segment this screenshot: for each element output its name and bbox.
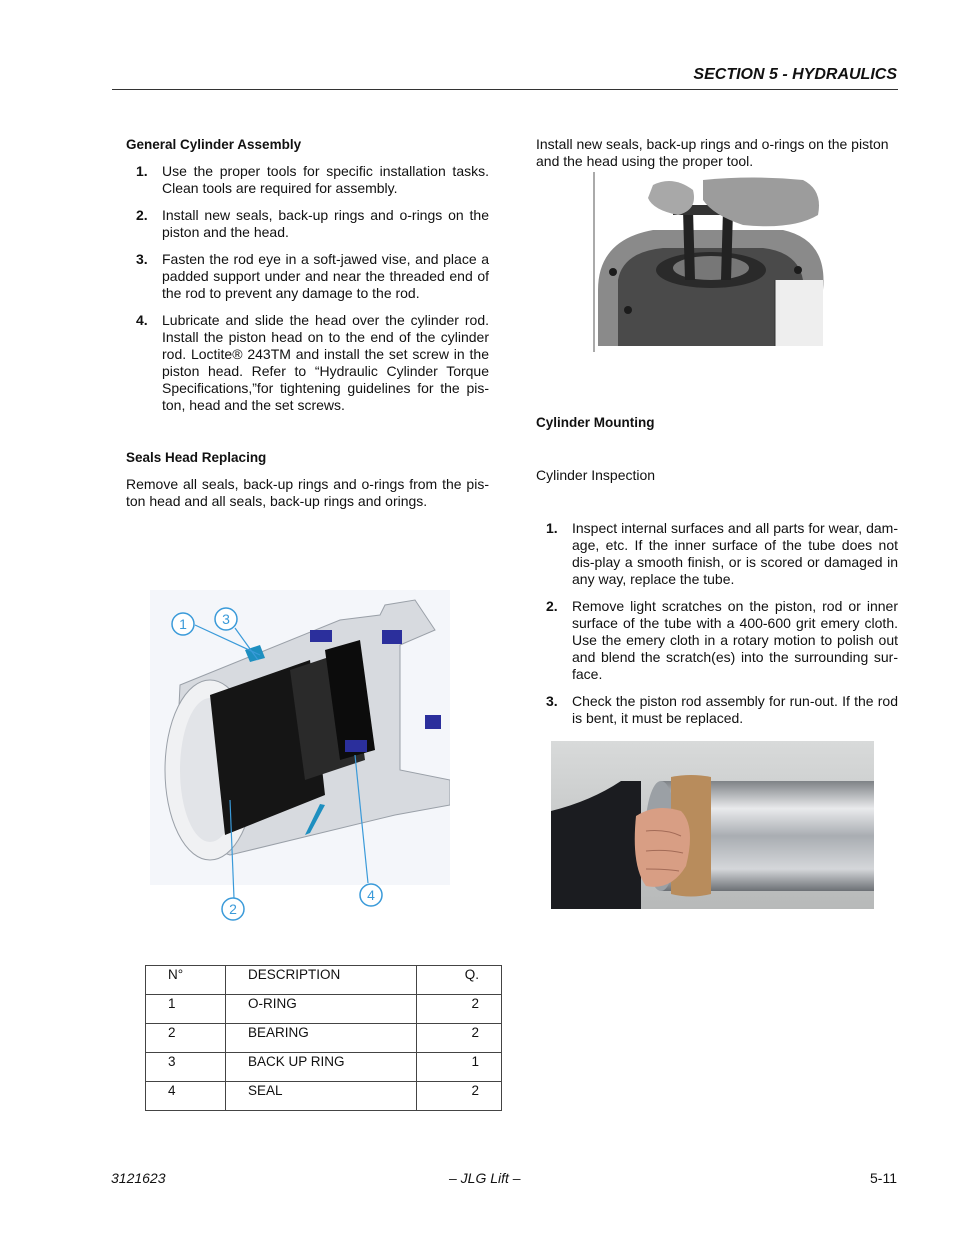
section-title: SECTION 5 - HYDRAULICS [693, 66, 897, 83]
parts-table [145, 965, 502, 1111]
install-seals-text: Install new seals, back-up rings and o-rings on the piston and the head using the proper tool. [536, 136, 889, 169]
header-rule [112, 89, 898, 90]
document-number: 3121623 [111, 1170, 166, 1186]
svg-text:4: 4 [367, 887, 375, 903]
footer-brand: – JLG Lift – [449, 1170, 521, 1186]
seals-head-text: Remove all seals, back-up rings and o-rings from the pis-ton head and all seals, back-up rings and orings. [126, 476, 489, 509]
list-item: 1. Inspect internal surfaces and all parts for wear, dam-age, etc. If the inner surface of the tube does not dis-play a smooth finish, or is scored or damaged in any way, replace the tube. [546, 520, 898, 587]
general-assembly-steps [126, 163, 489, 424]
cylinder-inspection-label: Cylinder Inspection [536, 467, 656, 483]
list-item: 3. Check the piston rod assembly for run-out. If the rod is bent, it must be replaced. [546, 693, 898, 726]
seals-head-heading: Seals Head Replacing [126, 450, 267, 465]
list-item: 2. Remove light scratches on the piston, rod or inner surface of the tube with a 400-600 grit emery cloth. Use the emery cloth in a rotary motion to polish out and blend the scratch(es) into the surrounding sur-face. [546, 598, 898, 682]
table-row: 2 BEARING 2 [146, 1024, 502, 1053]
callout-4 [360, 884, 382, 906]
callout-3 [215, 608, 237, 630]
page-number: 5-11 [870, 1170, 897, 1186]
rod-polishing-photo [551, 741, 874, 909]
cylinder-inspection-steps [536, 520, 898, 737]
list-item: 4. Lubricate and slide the head over the cylinder rod. Install the piston head on to the end of the cylinder rod. Loctite® 243TM and install the set screw in the piston head. Refer to “Hydraulic Cylinder Torque Specifications,”for tightening guidelines for the pis-ton, head and the set screws. [136, 312, 489, 413]
callout-1 [172, 613, 194, 635]
table-row: 3 BACK UP RING 1 [146, 1053, 502, 1082]
svg-text:2: 2 [229, 901, 237, 917]
table-row: 1 O-RING 2 [146, 995, 502, 1024]
callout-2 [222, 898, 244, 920]
list-item: 3. Fasten the rod eye in a soft-jawed vise, and place a padded support under and near the threaded end of the rod to prevent any damage to the rod. [136, 251, 489, 301]
svg-text:3: 3 [222, 611, 230, 627]
svg-text:1: 1 [179, 616, 187, 632]
general-assembly-heading: General Cylinder Assembly [126, 137, 302, 152]
table-row: 4 SEAL 2 [146, 1082, 502, 1111]
table-header-row: N° DESCRIPTION Q. [146, 966, 502, 995]
piston-cutaway-diagram [150, 590, 450, 930]
list-item: 2. Install new seals, back-up rings and o-rings on the piston and the head. [136, 207, 489, 240]
cylinder-mounting-heading: Cylinder Mounting [536, 415, 655, 430]
seal-install-photo [593, 170, 828, 352]
list-item: 1. Use the proper tools for specific installation tasks. Clean tools are required for assembly. [136, 163, 489, 196]
